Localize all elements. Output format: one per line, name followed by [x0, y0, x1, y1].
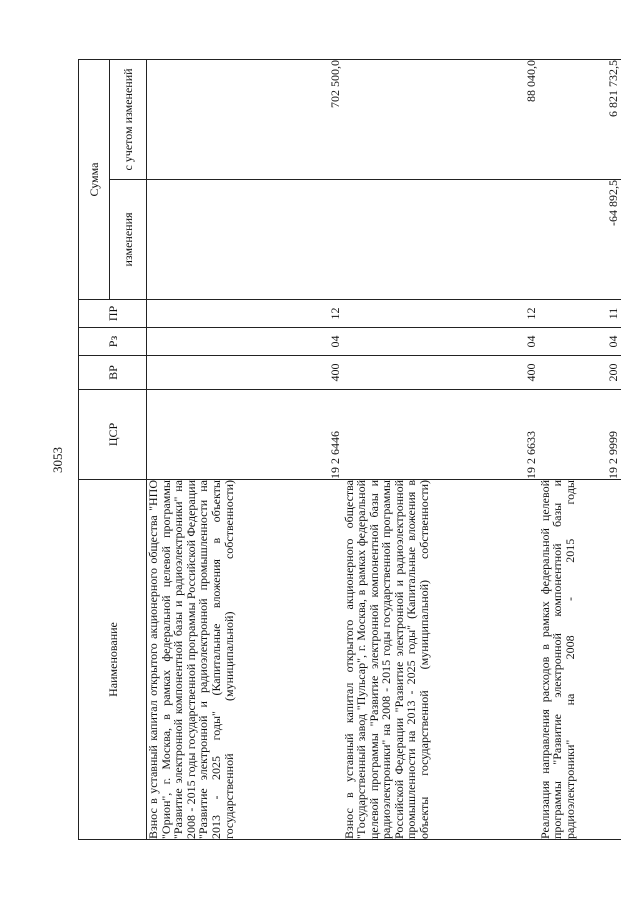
row-vr: 200 — [539, 356, 621, 390]
header-vr: ВР — [79, 356, 147, 390]
table-row — [343, 59, 539, 839]
row-change — [147, 180, 343, 300]
row-total: 702 500,0 — [147, 59, 343, 179]
row-csr: 19 2 6633 — [343, 390, 539, 480]
row-total: 88 040,0 — [343, 59, 539, 179]
row-vr: 400 — [343, 356, 539, 390]
rotated-page-content — [78, 60, 618, 840]
header-name: Наименование — [79, 480, 147, 840]
row-rz: 04 — [147, 328, 343, 356]
row-pr: 11 — [539, 300, 621, 328]
header-sum: Сумма — [79, 59, 110, 299]
header-sum-change: изменения — [110, 180, 147, 300]
header-csr: ЦСР — [79, 390, 147, 480]
table-header-row — [79, 59, 110, 839]
row-csr: 19 2 6446 — [147, 390, 343, 480]
row-name: Взнос в уставный капитал открытого акционерного общества "Государственный завод "Пульсар", г. Москва, в рамках федеральной целевой программы "Развитие электронной компонентной базы и радиоэлектроники" на 2008 - 2015 годы государственной программы Российской Федерации "Развитие электронной и радиоэлектронной промышленности на 2013 - 2025 годы" (Капитальные вложения в объекты государственной (муниципальной) собственности) — [343, 480, 539, 840]
row-vr: 400 — [147, 356, 343, 390]
header-rz: Рз — [79, 328, 147, 356]
row-rz: 04 — [539, 328, 621, 356]
row-change — [343, 180, 539, 300]
row-pr: 12 — [147, 300, 343, 328]
row-name: Взнос в уставный капитал открытого акционерного общества "НПО "Орион", г. Москва, в рамках федеральной целевой программы "Развитие электронной компонентной базы и радиоэлектроники" на 2008 - 2015 годы государственной программы Российской Федерации "Развитие электронной и радиоэлектронной промышленности на 2013 - 2025 годы" (Капитальные вложения в объекты государственной (муниципальной) собственности) — [147, 480, 343, 840]
table-row — [147, 59, 343, 839]
row-name: Реализация направления расходов в рамках федеральной целевой программы "Развитие электронной компонентной базы и радиоэлектроники" на 2008 - 2015 годы — [539, 480, 621, 840]
table-row — [539, 59, 621, 839]
row-change: -64 892,5 — [539, 180, 621, 300]
row-pr: 12 — [343, 300, 539, 328]
row-rz: 04 — [343, 328, 539, 356]
page-number: 3053 — [50, 447, 65, 473]
header-sum-total: с учетом изменений — [110, 59, 147, 179]
budget-table — [78, 59, 621, 840]
row-csr: 19 2 9999 — [539, 390, 621, 480]
header-pr: ПР — [79, 300, 147, 328]
row-total: 6 821 732,5 — [539, 59, 621, 179]
